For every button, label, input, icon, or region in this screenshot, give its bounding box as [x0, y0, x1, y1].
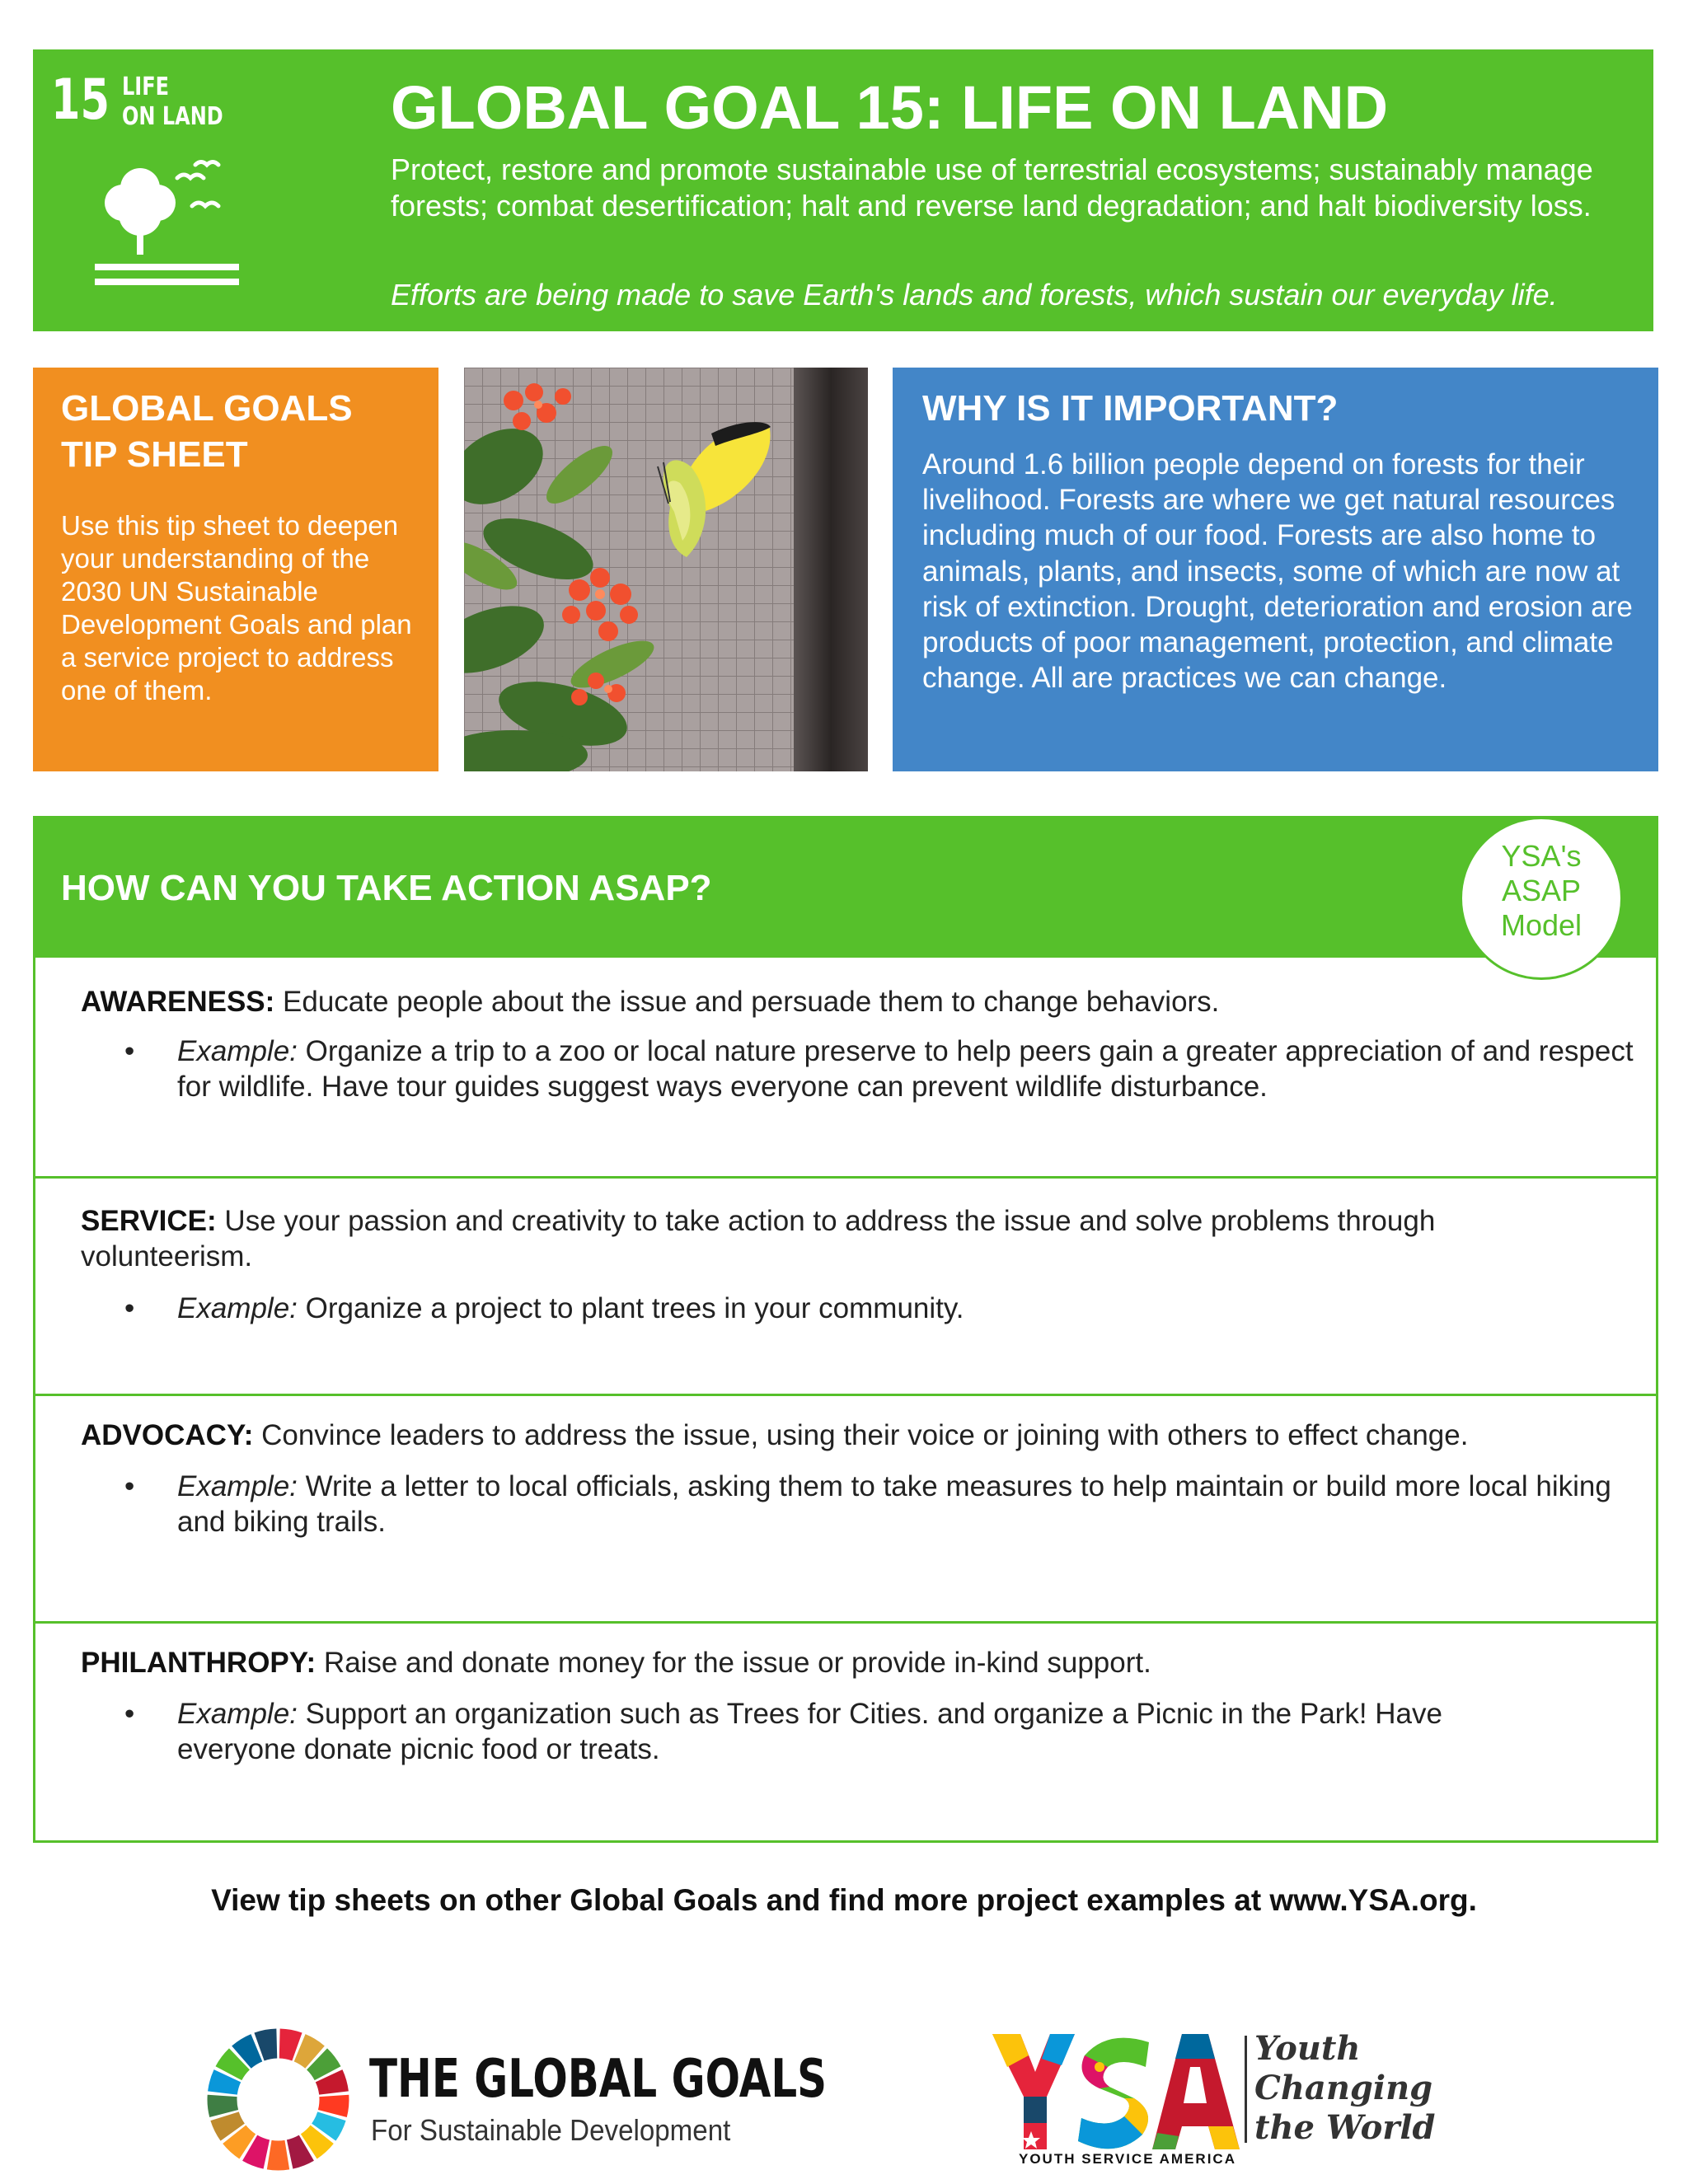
butterfly-on-flowers-photo	[464, 368, 868, 771]
section-text: Educate people about the issue and persuade them to change behaviors.	[274, 986, 1220, 1018]
ysa-subtitle: YOUTH SERVICE AMERICA	[1019, 2151, 1236, 2167]
goal-number: 15	[51, 68, 110, 133]
philanthropy-section	[35, 1624, 1656, 1843]
section-label: ADVOCACY:	[81, 1419, 254, 1451]
example-label: Example:	[177, 1292, 298, 1324]
goal-description: Protect, restore and promote sustainable use of terrestrial ecosystems; sustainably manage forests; combat desertification; halt and reverse land degradation; and halt biodiversity loss.	[391, 152, 1593, 223]
tree-birds-icon	[95, 148, 247, 301]
example-label: Example:	[177, 1698, 298, 1730]
example-text: Write a letter to local officials, asking them to take measures to help maintain or build more local hiking and biking trails.	[177, 1470, 1611, 1538]
tip-sheet-panel	[33, 368, 438, 771]
goal-short-name	[122, 73, 223, 132]
example-text: Organize a trip to a zoo or local nature preserve to help peers gain a greater appreciation of and respect for wildlife. Have tour guides suggest ways everyone can prevent wildlife disturbance.	[177, 1035, 1634, 1103]
section-text: Raise and donate money for the issue or provide in-kind support.	[316, 1647, 1151, 1679]
bullet: •	[124, 1698, 135, 1730]
goal-tagline: Efforts are being made to save Earth's lands and forests, which sustain our everyday life.	[391, 278, 1558, 312]
goal-short-line2: ON LAND	[122, 102, 223, 131]
section-example	[177, 1469, 1644, 1540]
badge-line2: ASAP	[1501, 874, 1582, 907]
example-text: Organize a project to plant trees in your community.	[297, 1292, 964, 1324]
wheel-segment	[267, 2140, 289, 2171]
ysa-logo	[992, 2034, 1240, 2154]
bullet: •	[124, 1470, 135, 1502]
goal-header	[33, 49, 1653, 331]
ysa-tagline	[1254, 2029, 1436, 2148]
goal-title: GLOBAL GOAL 15: LIFE ON LAND	[391, 73, 1389, 142]
ysa-divider	[1245, 2036, 1247, 2143]
why-important-panel	[893, 368, 1658, 771]
section-example	[177, 1291, 1644, 1326]
goal-short-line1: LIFE	[122, 73, 170, 101]
why-important-body: Around 1.6 billion people depend on forests for their livelihood. Forests are where we get natural resources including much of our food. Forests are also home to animals, plants, and insects, some of which are now at risk of extinction. Drought, deterioration and erosion are products of poor management, protection, and climate change. All are practices we can change.	[922, 448, 1633, 695]
bullet: •	[124, 1035, 135, 1067]
section-heading	[81, 1203, 1606, 1274]
section-text: Use your passion and creativity to take action to address the issue and solve problems through volunteerism.	[81, 1205, 1436, 1272]
section-heading	[81, 1645, 1606, 1680]
example-label: Example:	[177, 1470, 298, 1502]
ysa-tagline-line2: Changing	[1254, 2069, 1433, 2107]
awareness-section	[35, 958, 1656, 1179]
global-goals-wheel-icon	[206, 2027, 350, 2172]
tip-sheet-title-line1: GLOBAL GOALS	[61, 388, 353, 429]
tip-sheet-body: Use this tip sheet to deepen your understanding of the 2030 UN Sustainable Development Goals and plan a service project to address one of them.	[61, 510, 412, 705]
ysa-tagline-line1: Youth	[1254, 2029, 1361, 2068]
global-goals-title: THE GLOBAL GOALS	[369, 2049, 828, 2110]
tip-sheet-title	[61, 386, 424, 478]
section-text: Convince leaders to address the issue, using their voice or joining with others to effect change.	[253, 1419, 1469, 1451]
section-heading	[81, 1418, 1606, 1453]
bullet: •	[124, 1292, 135, 1324]
footer-note: View tip sheets on other Global Goals and find more project examples at www.YSA.org.	[211, 1883, 1477, 1917]
ysa-tagline-line3: the World	[1254, 2108, 1436, 2147]
action-title: HOW CAN YOU TAKE ACTION ASAP?	[61, 868, 712, 908]
badge-line1: YSA's	[1501, 839, 1582, 873]
section-heading	[81, 984, 1606, 1019]
why-important-title: WHY IS IT IMPORTANT?	[922, 388, 1339, 429]
example-label: Example:	[177, 1035, 298, 1067]
section-example	[177, 1696, 1463, 1767]
section-label: AWARENESS:	[81, 986, 275, 1018]
service-section	[35, 1179, 1656, 1396]
global-goals-subtitle: For Sustainable Development	[371, 2113, 731, 2147]
asap-sections	[33, 958, 1658, 1843]
advocacy-section	[35, 1396, 1656, 1624]
example-text: Support an organization such as Trees for Cities. and organize a Picnic in the Park! Have everyone donate picnic food or treats.	[177, 1698, 1442, 1765]
section-label: SERVICE:	[81, 1205, 217, 1237]
tip-sheet-title-line2: TIP SHEET	[61, 434, 248, 475]
section-example	[177, 1033, 1644, 1104]
action-header	[33, 816, 1658, 958]
asap-model-badge	[1460, 817, 1623, 980]
section-label: PHILANTHROPY:	[81, 1647, 316, 1679]
badge-line3: Model	[1500, 908, 1582, 942]
photo-illustration	[464, 368, 868, 771]
